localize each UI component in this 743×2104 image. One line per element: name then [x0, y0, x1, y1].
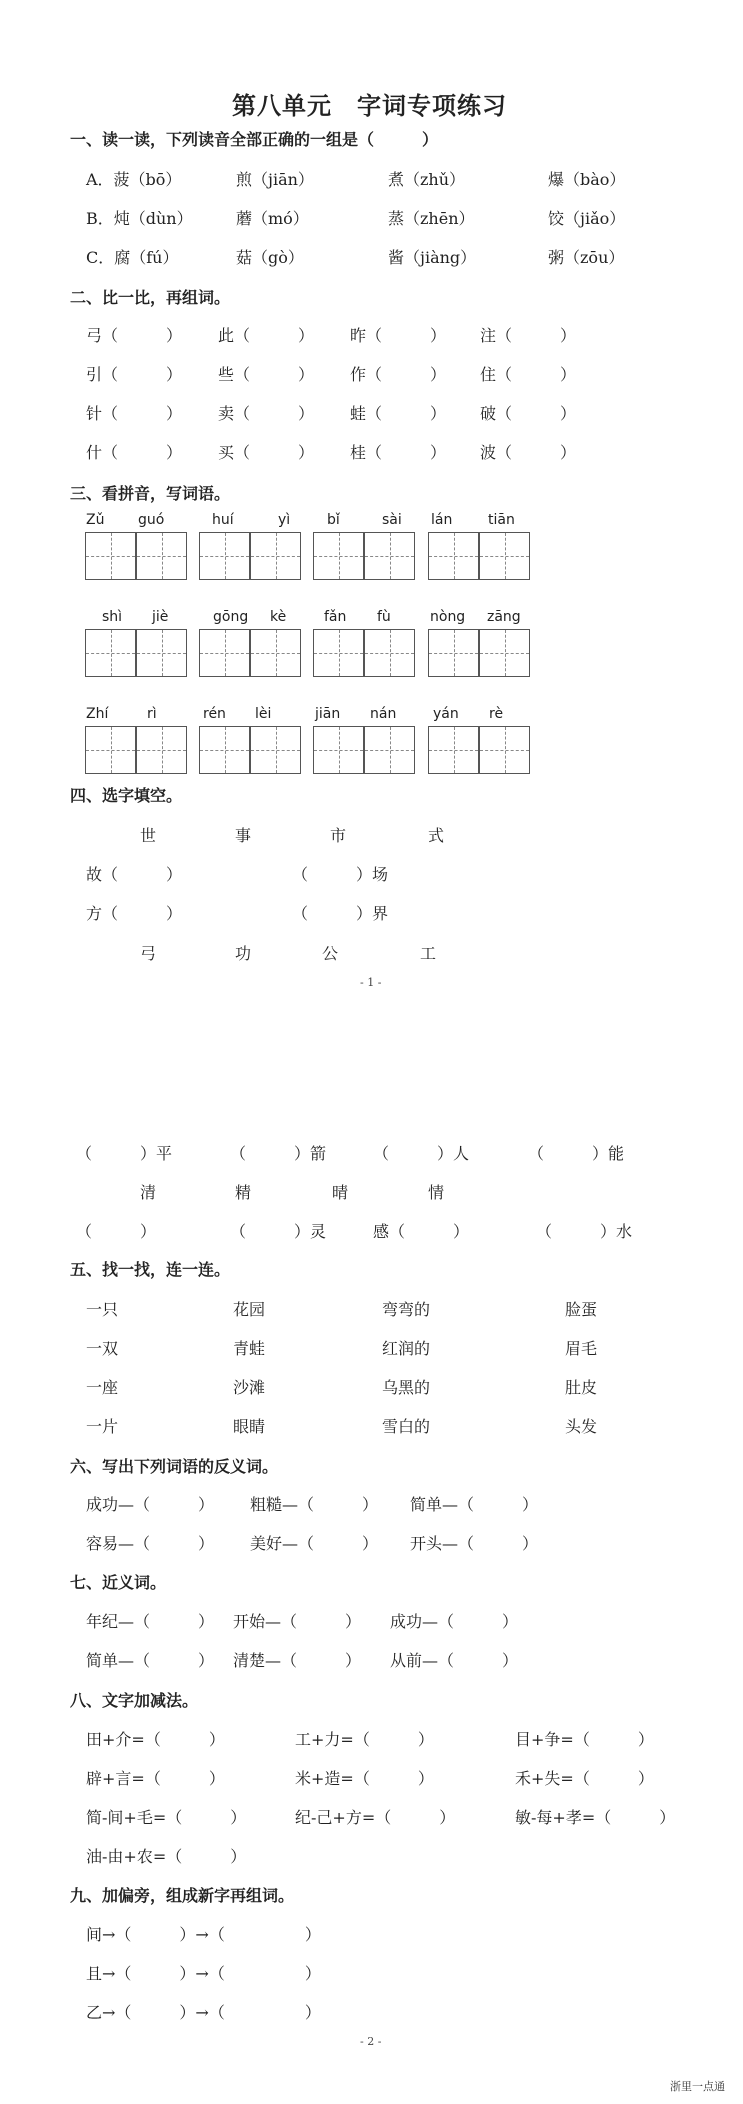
fill-blank: （ ）人	[373, 1144, 470, 1163]
choice-char: 式	[428, 826, 445, 845]
page-title: 第八单元 字词专项练习	[232, 91, 507, 120]
pinyin: shì	[102, 609, 123, 625]
cell: 什（ ）	[86, 443, 183, 462]
writing-box[interactable]	[250, 629, 301, 677]
section-8-heading: 八、文字加减法。	[70, 1691, 199, 1710]
pinyin: bǐ	[327, 512, 340, 528]
section-1-heading: 一、读一读，下列读音全部正确的一组是（ ）	[70, 130, 439, 149]
fill-blank: （ ）场	[292, 865, 389, 884]
cell: 昨（ ）	[350, 326, 447, 345]
fill-blank: （ ）	[76, 1222, 157, 1241]
cell: 煎（jiān）	[236, 170, 314, 189]
match-item: 雪白的	[382, 1417, 431, 1436]
cell: 粥（zōu）	[548, 248, 625, 267]
page-number: - 1 -	[360, 976, 382, 989]
writing-box[interactable]	[199, 629, 250, 677]
writing-box[interactable]	[364, 532, 415, 580]
cell: 爆（bào）	[548, 170, 626, 189]
cell: 酱（jiàng）	[388, 248, 477, 267]
section-2-heading: 二、比一比，再组词。	[70, 288, 231, 307]
pinyin: lán	[431, 512, 453, 528]
pinyin: jiè	[152, 609, 169, 625]
char-math-item: 油-由+农=（ ）	[86, 1847, 247, 1866]
antonym-item: 容易—（ ）	[86, 1534, 215, 1553]
cell: B．炖（dùn）	[86, 209, 193, 228]
match-item: 眼睛	[233, 1417, 266, 1436]
cell: 卖（ ）	[218, 404, 315, 423]
match-item: 眉毛	[565, 1339, 598, 1358]
writing-box[interactable]	[313, 629, 364, 677]
writing-box[interactable]	[479, 726, 530, 774]
choice-char: 工	[420, 944, 437, 963]
cell: 桂（ ）	[350, 443, 447, 462]
choice-char: 事	[235, 826, 252, 845]
page-number: - 2 -	[360, 2035, 382, 2048]
cell: 煮（zhǔ）	[388, 170, 466, 189]
cell: 买（ ）	[218, 443, 315, 462]
synonym-item: 开始—（ ）	[233, 1612, 362, 1631]
cell: 菇（gò）	[236, 248, 304, 267]
char-math-item: 敏-每+孝=（ ）	[515, 1808, 676, 1827]
pinyin: Zǔ	[86, 512, 105, 528]
writing-box[interactable]	[428, 629, 479, 677]
writing-box[interactable]	[85, 532, 136, 580]
cell: A．菠（bō）	[86, 170, 182, 189]
section-6-heading: 六、写出下列词语的反义词。	[70, 1457, 279, 1476]
match-item: 脸蛋	[565, 1300, 598, 1319]
writing-box[interactable]	[479, 629, 530, 677]
cell: 此（ ）	[218, 326, 315, 345]
choice-char: 清	[140, 1183, 157, 1202]
cell: C．腐（fú）	[86, 248, 179, 267]
char-math-item: 禾+失=（ ）	[515, 1769, 654, 1788]
match-item: 一双	[86, 1339, 119, 1358]
radical-item: 间→（ ）→（ ）	[86, 1925, 321, 1944]
pinyin: rè	[489, 706, 504, 722]
match-item: 肚皮	[565, 1378, 598, 1397]
footer-watermark: 浙里一点通	[670, 2080, 725, 2093]
section-9-heading: 九、加偏旁，组成新字再组词。	[70, 1886, 295, 1905]
cell: 住（ ）	[480, 365, 577, 384]
pinyin: lèi	[255, 706, 272, 722]
match-item: 红润的	[382, 1339, 431, 1358]
writing-box[interactable]	[428, 726, 479, 774]
writing-box[interactable]	[199, 726, 250, 774]
pinyin: kè	[270, 609, 287, 625]
pinyin: nòng	[430, 609, 466, 625]
radical-item: 且→（ ）→（ ）	[86, 1964, 321, 1983]
section-5-heading: 五、找一找，连一连。	[70, 1260, 231, 1279]
choice-char: 市	[330, 826, 347, 845]
char-math-item: 辟+言=（ ）	[86, 1769, 225, 1788]
match-item: 乌黑的	[382, 1378, 431, 1397]
match-item: 一只	[86, 1300, 119, 1319]
synonym-item: 成功—（ ）	[390, 1612, 519, 1631]
pinyin: guó	[138, 512, 165, 528]
pinyin: jiān	[315, 706, 341, 722]
fill-blank: （ ）能	[528, 1144, 625, 1163]
pinyin: huí	[212, 512, 234, 528]
cell: 波（ ）	[480, 443, 577, 462]
pinyin: sài	[382, 512, 402, 528]
pinyin: Zhí	[86, 706, 109, 722]
writing-box[interactable]	[313, 532, 364, 580]
writing-box[interactable]	[479, 532, 530, 580]
writing-box[interactable]	[428, 532, 479, 580]
pinyin: nán	[370, 706, 397, 722]
cell: 蘑（mó）	[236, 209, 309, 228]
synonym-item: 清楚—（ ）	[233, 1651, 362, 1670]
cell: 破（ ）	[480, 404, 577, 423]
fill-blank: （ ）平	[76, 1144, 173, 1163]
writing-box[interactable]	[85, 629, 136, 677]
cell: 弓（ ）	[86, 326, 183, 345]
antonym-item: 粗糙—（ ）	[250, 1495, 379, 1514]
match-item: 花园	[233, 1300, 266, 1319]
writing-box[interactable]	[199, 532, 250, 580]
fill-blank: 方（ ）	[86, 904, 183, 923]
pinyin: rì	[147, 706, 157, 722]
choice-char: 情	[428, 1183, 445, 1202]
pinyin: tiān	[488, 512, 515, 528]
section-4-heading: 四、选字填空。	[70, 786, 183, 805]
choice-char: 功	[235, 944, 252, 963]
radical-item: 乙→（ ）→（ ）	[86, 2003, 321, 2022]
writing-box[interactable]	[136, 726, 187, 774]
pinyin: gōng	[213, 609, 249, 625]
synonym-item: 简单—（ ）	[86, 1651, 215, 1670]
pinyin: rén	[203, 706, 226, 722]
writing-box[interactable]	[250, 532, 301, 580]
fill-blank: 感（ ）	[373, 1222, 470, 1241]
choice-char: 精	[235, 1183, 252, 1202]
antonym-item: 开头—（ ）	[410, 1534, 539, 1553]
writing-box[interactable]	[136, 532, 187, 580]
pinyin: fù	[377, 609, 391, 625]
pinyin: yì	[278, 512, 291, 528]
pinyin: fǎn	[324, 609, 347, 625]
char-math-item: 田+介=（ ）	[86, 1730, 225, 1749]
cell: 饺（jiǎo）	[548, 209, 626, 228]
cell: 蛙（ ）	[350, 404, 447, 423]
antonym-item: 美好—（ ）	[250, 1534, 379, 1553]
match-item: 弯弯的	[382, 1300, 431, 1319]
choice-char: 世	[140, 826, 157, 845]
writing-box[interactable]	[313, 726, 364, 774]
fill-blank: 故（ ）	[86, 865, 183, 884]
choice-char: 弓	[140, 944, 157, 963]
synonym-item: 年纪—（ ）	[86, 1612, 215, 1631]
cell: 些（ ）	[218, 365, 315, 384]
char-math-item: 目+争=（ ）	[515, 1730, 654, 1749]
synonym-item: 从前—（ ）	[390, 1651, 519, 1670]
char-math-item: 简-间+毛=（ ）	[86, 1808, 247, 1827]
match-item: 一座	[86, 1378, 119, 1397]
cell: 引（ ）	[86, 365, 183, 384]
cell: 蒸（zhēn）	[388, 209, 475, 228]
match-item: 青蛙	[233, 1339, 266, 1358]
match-item: 一片	[86, 1417, 119, 1436]
antonym-item: 成功—（ ）	[86, 1495, 215, 1514]
cell: 针（ ）	[86, 404, 183, 423]
fill-blank: （ ）界	[292, 904, 389, 923]
choice-char: 公	[322, 944, 339, 963]
writing-box[interactable]	[85, 726, 136, 774]
match-item: 头发	[565, 1417, 598, 1436]
char-math-item: 纪-己+方=（ ）	[295, 1808, 456, 1827]
writing-box[interactable]	[136, 629, 187, 677]
choice-char: 晴	[332, 1183, 349, 1202]
section-3-heading: 三、看拼音，写词语。	[70, 484, 231, 503]
antonym-item: 简单—（ ）	[410, 1495, 539, 1514]
match-item: 沙滩	[233, 1378, 266, 1397]
writing-box[interactable]	[250, 726, 301, 774]
char-math-item: 米+造=（ ）	[295, 1769, 434, 1788]
fill-blank: （ ）水	[536, 1222, 633, 1241]
char-math-item: 工+力=（ ）	[295, 1730, 434, 1749]
writing-box[interactable]	[364, 629, 415, 677]
fill-blank: （ ）灵	[230, 1222, 327, 1241]
pinyin: yán	[433, 706, 459, 722]
pinyin: zāng	[487, 609, 521, 625]
cell: 注（ ）	[480, 326, 577, 345]
fill-blank: （ ）箭	[230, 1144, 327, 1163]
writing-box[interactable]	[364, 726, 415, 774]
cell: 作（ ）	[350, 365, 447, 384]
section-7-heading: 七、近义词。	[70, 1573, 167, 1592]
